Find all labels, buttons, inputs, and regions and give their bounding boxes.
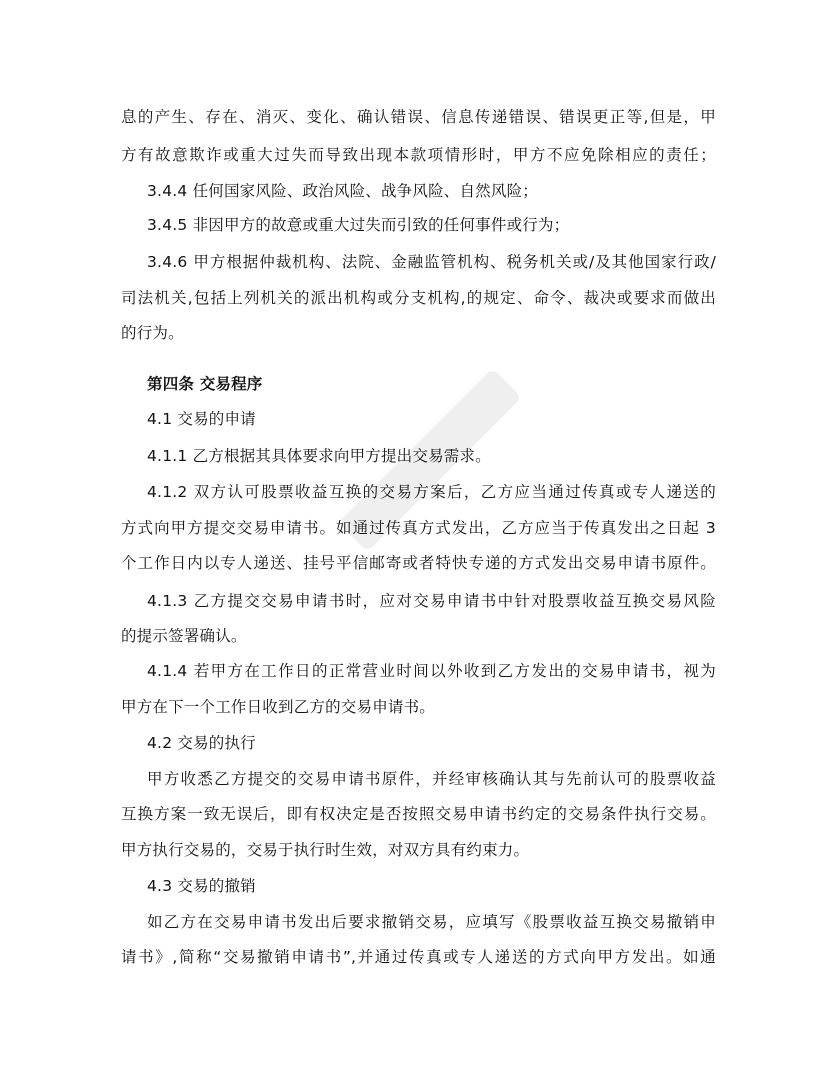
paragraph-line: 息的产生、存在、消灭、变化、确认错误、信息传递错误、错误更正等,但是，甲 xyxy=(121,108,716,126)
paragraph-line: 互换方案一致无误后，即有权决定是否按照交易申请书约定的交易条件执行交易。 xyxy=(121,805,716,823)
paragraph-line: 方有故意欺诈或重大过失而导致出现本款项情形时，甲方不应免除相应的责任； xyxy=(121,146,716,164)
paragraph-line: 甲方执行交易的，交易于执行时生效，对双方具有约束力。 xyxy=(121,841,530,859)
clause-4-1-3: 4.1.3 乙方提交交易申请书时，应对交易申请书中针对股票收益互换交易风险 xyxy=(147,592,716,610)
clause-3-4-6: 3.4.6 甲方根据仲裁机构、法院、金融监管机构、税务机关或/及其他国家行政/ xyxy=(147,253,716,271)
paragraph-line: 方式向甲方提交交易申请书。如通过传真方式发出，乙方应当于传真发出之日起 3 xyxy=(121,519,716,537)
clause-3-4-4: 3.4.4 任何国家风险、政治风险、战争风险、自然风险； xyxy=(147,182,538,200)
paragraph-line: 个工作日内以专人递送、挂号平信邮寄或者特快专递的方式发出交易申请书原件。 xyxy=(121,554,716,572)
subsection-heading-4-1: 4.1 交易的申请 xyxy=(147,410,256,428)
section-heading-article-4: 第四条 交易程序 xyxy=(147,375,263,393)
paragraph-line: 如乙方在交易申请书发出后要求撤销交易，应填写《股票收益互换交易撤销申 xyxy=(147,913,716,931)
paragraph-line: 司法机关,包括上列机关的派出机构或分支机构,的规定、命令、裁决或要求而做出 xyxy=(121,289,716,307)
clause-4-1-4: 4.1.4 若甲方在工作日的正常营业时间以外收到乙方发出的交易申请书，视为 xyxy=(147,662,716,680)
paragraph-line: 的行为。 xyxy=(121,324,184,342)
clause-4-1-1: 4.1.1 乙方根据其具体要求向甲方提出交易需求。 xyxy=(147,447,491,465)
paragraph-line: 甲方收悉乙方提交的交易申请书原件，并经审核确认其与先前认可的股票收益 xyxy=(147,770,716,788)
clause-3-4-5: 3.4.5 非因甲方的故意或重大过失而引致的任何事件或行为； xyxy=(147,216,570,234)
clause-4-1-2: 4.1.2 双方认可股票收益互换的交易方案后，乙方应当通过传真或专人递送的 xyxy=(147,483,716,501)
paragraph-line: 甲方在下一个工作日收到乙方的交易申请书。 xyxy=(121,698,436,716)
paragraph-line: 请书》,简称“交易撤销申请书”,并通过传真或专人递送的方式向甲方发出。如通 xyxy=(121,948,716,966)
paragraph-line: 的提示签署确认。 xyxy=(121,627,247,645)
subsection-heading-4-2: 4.2 交易的执行 xyxy=(147,734,256,752)
subsection-heading-4-3: 4.3 交易的撤销 xyxy=(147,877,256,895)
